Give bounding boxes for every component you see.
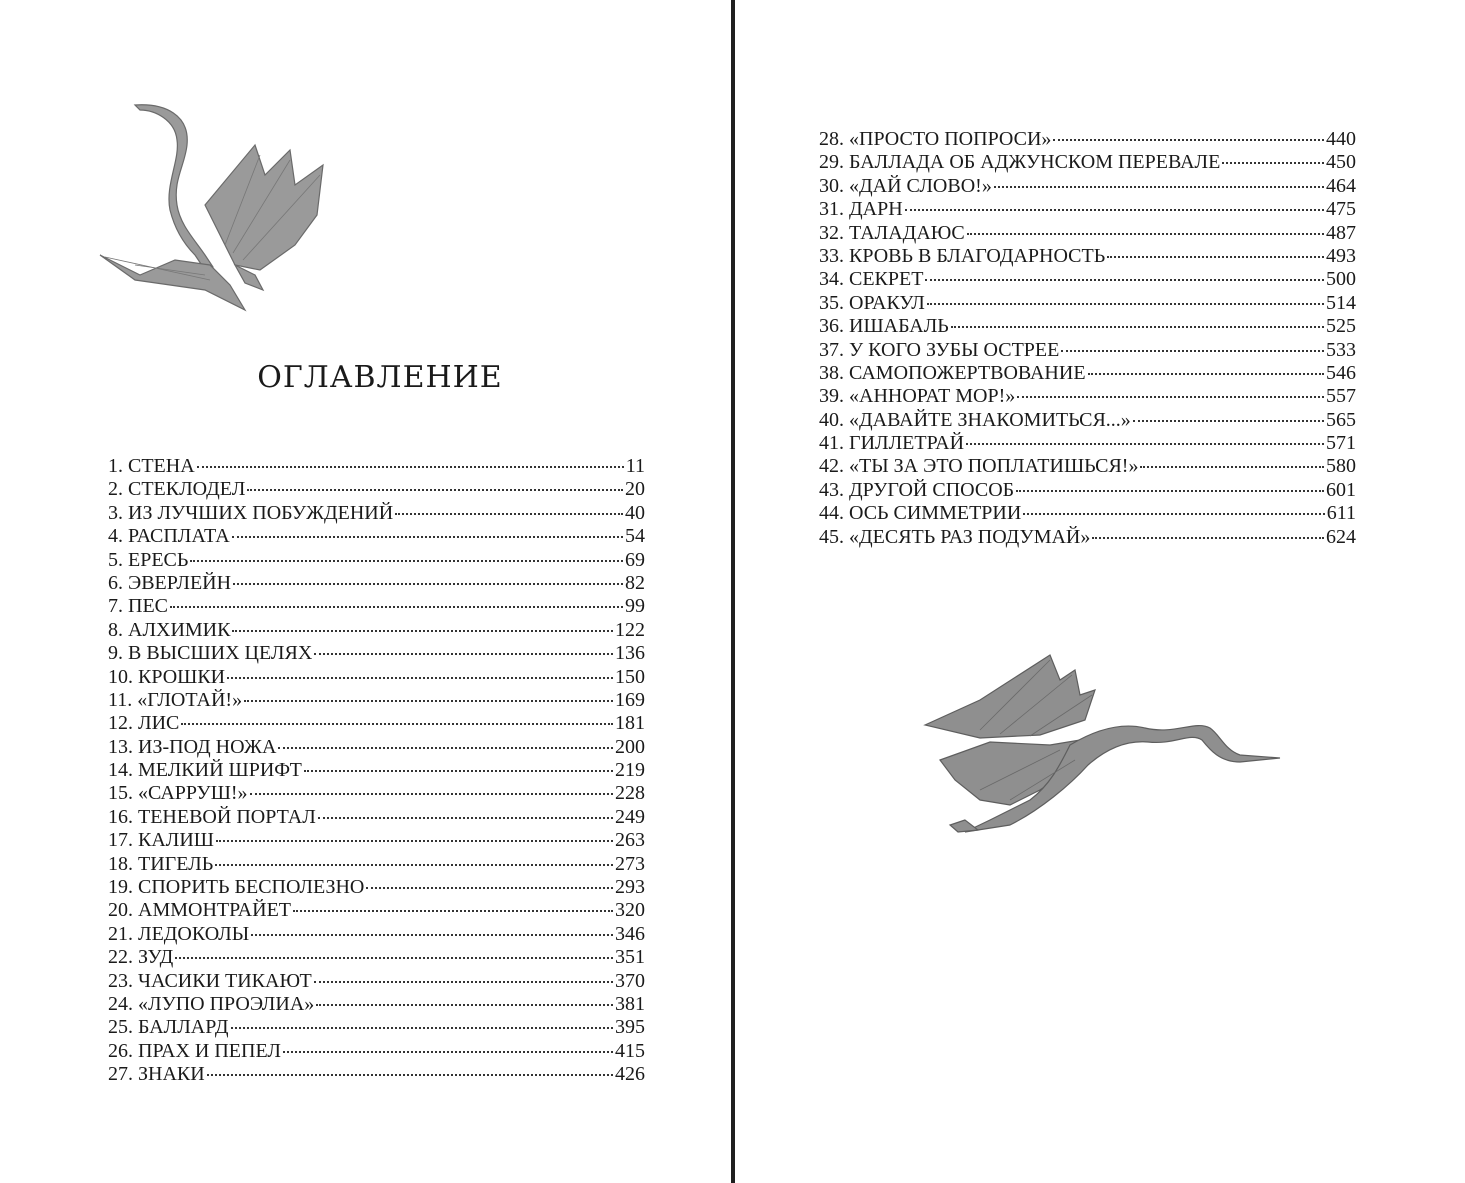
toc-entry-page: 150 xyxy=(615,665,645,688)
toc-entry-page: 320 xyxy=(615,899,645,922)
toc-entry-page: 351 xyxy=(615,946,645,969)
toc-entry-page: 440 xyxy=(1326,128,1356,150)
toc-entry-page: 54 xyxy=(625,525,645,548)
toc-entry-title: 25. БАЛЛАРД xyxy=(108,1016,229,1039)
toc-dot-leader xyxy=(1016,490,1324,492)
toc-dot-leader xyxy=(994,186,1324,188)
toc-entry-title: 4. РАСПЛАТА xyxy=(108,525,230,548)
toc-entry xyxy=(819,502,1356,525)
toc-dot-leader xyxy=(232,536,623,538)
toc-entry xyxy=(108,1063,645,1086)
toc-entry-page: 601 xyxy=(1326,478,1356,501)
toc-entry xyxy=(108,455,645,478)
toc-dot-leader xyxy=(175,957,613,959)
toc-entry-title: 11. «ГЛОТАЙ!» xyxy=(108,688,243,711)
toc-entry xyxy=(108,642,645,665)
toc-entry-page: 249 xyxy=(615,805,645,828)
toc-dot-leader xyxy=(927,303,1324,305)
toc-dot-leader xyxy=(1061,350,1324,352)
toc-dot-leader xyxy=(283,1051,613,1053)
toc-dot-leader xyxy=(1017,396,1324,398)
toc-entry xyxy=(108,572,645,595)
toc-dot-leader xyxy=(1092,537,1324,539)
toc-entry-title: 15. «САРРУШ!» xyxy=(108,782,248,805)
toc-entry xyxy=(108,876,645,899)
toc-dot-leader xyxy=(1133,420,1324,422)
toc-entry-title: 16. ТЕНЕВОЙ ПОРТАЛ xyxy=(108,805,316,828)
toc-entry-title: 6. ЭВЕРЛЕЙН xyxy=(108,571,232,594)
toc-entry xyxy=(819,315,1356,338)
toc-entry xyxy=(108,736,645,759)
toc-entry xyxy=(108,1040,645,1063)
toc-entry-title: 45. «ДЕСЯТЬ РАЗ ПОДУМАЙ» xyxy=(819,525,1091,548)
toc-entry-title: 44. ОСЬ СИММЕТРИИ xyxy=(819,502,1022,525)
toc-entry xyxy=(819,198,1356,221)
toc-entry-page: 493 xyxy=(1326,244,1356,267)
toc-entry-title: 17. КАЛИШ xyxy=(108,829,214,852)
toc-entry-title: 26. ПРАХ И ПЕПЕЛ xyxy=(108,1039,281,1062)
toc-dot-leader xyxy=(227,677,613,679)
toc-entry xyxy=(108,829,645,852)
toc-dot-leader xyxy=(1023,513,1324,515)
toc-entry-page: 557 xyxy=(1326,385,1356,408)
toc-entry-page: 181 xyxy=(615,712,645,735)
toc-entry xyxy=(108,853,645,876)
toc-dot-leader xyxy=(250,793,613,795)
toc-dot-leader xyxy=(293,910,613,912)
toc-entry xyxy=(108,525,645,548)
toc-entry-page: 611 xyxy=(1326,502,1356,525)
toc-entry xyxy=(108,712,645,735)
toc-dot-leader xyxy=(314,981,613,983)
toc-entry-page: 487 xyxy=(1326,221,1356,244)
toc-entry-page: 200 xyxy=(615,735,645,758)
toc-entry-title: 22. ЗУД xyxy=(108,946,174,969)
toc-entry-title: 40. «ДАВАЙТЕ ЗНАКОМИТЬСЯ...» xyxy=(819,408,1131,431)
toc-entry-page: 565 xyxy=(1326,408,1356,431)
toc-entry xyxy=(819,245,1356,268)
toc-dot-leader xyxy=(244,700,613,702)
toc-entry-page: 219 xyxy=(615,759,645,782)
toc-entry xyxy=(819,175,1356,198)
toc-entry-title: 2. СТЕКЛОДЕЛ xyxy=(108,478,246,501)
toc-entry-title: 36. ИШАБАЛЬ xyxy=(819,315,949,338)
toc-entry xyxy=(108,549,645,572)
toc-dot-leader xyxy=(1140,466,1324,468)
dragon-illustration-bottom xyxy=(920,650,1290,840)
toc-dot-leader xyxy=(231,1027,614,1029)
toc-entry xyxy=(108,782,645,805)
toc-dot-leader xyxy=(197,466,624,468)
toc-entry-title: 33. КРОВЬ В БЛАГОДАРНОСТЬ xyxy=(819,244,1106,267)
toc-entry-title: 10. КРОШКИ xyxy=(108,665,226,688)
toc-entry xyxy=(108,946,645,969)
toc-entry xyxy=(108,970,645,993)
toc-entry-title: 27. ЗНАКИ xyxy=(108,1063,205,1086)
toc-entry xyxy=(108,619,645,642)
toc-dot-leader xyxy=(1053,139,1324,141)
toc-entry xyxy=(108,1016,645,1039)
toc-dot-leader xyxy=(207,1074,613,1076)
toc-entry xyxy=(819,151,1356,174)
toc-entry-page: 464 xyxy=(1326,174,1356,197)
toc-dot-leader xyxy=(304,770,613,772)
toc-entry-page: 293 xyxy=(615,876,645,899)
toc-dot-leader xyxy=(1222,162,1324,164)
toc-entry-page: 525 xyxy=(1326,315,1356,338)
toc-entry xyxy=(108,759,645,782)
toc-entry-title: 43. ДРУГОЙ СПОСОБ xyxy=(819,478,1015,501)
toc-entry xyxy=(108,923,645,946)
toc-entry-page: 500 xyxy=(1326,268,1356,291)
toc-dot-leader xyxy=(395,513,623,515)
toc-entry-title: 31. ДАРН xyxy=(819,198,903,221)
toc-entry-page: 546 xyxy=(1326,361,1356,384)
toc-entry-page: 273 xyxy=(615,852,645,875)
toc-entry xyxy=(819,432,1356,455)
toc-entry-title: 37. У КОГО ЗУБЫ ОСТРЕЕ xyxy=(819,338,1060,361)
toc-dot-leader xyxy=(966,443,1324,445)
toc-entry-page: 475 xyxy=(1326,198,1356,221)
toc-entry-title: 39. «АННОРАТ МОР!» xyxy=(819,385,1016,408)
toc-entry-title: 7. ПЕС xyxy=(108,595,168,618)
dragon-illustration-top xyxy=(95,95,335,320)
right-page xyxy=(735,0,1465,1183)
toc-entry-title: 1. СТЕНА xyxy=(108,455,195,477)
toc-dot-leader xyxy=(318,817,613,819)
toc-entry-title: 28. «ПРОСТО ПОПРОСИ» xyxy=(819,128,1052,150)
toc-dot-leader xyxy=(1107,256,1324,258)
toc-entry-title: 9. В ВЫСШИХ ЦЕЛЯХ xyxy=(108,642,313,665)
toc-entry xyxy=(108,502,645,525)
toc-dot-leader xyxy=(905,209,1324,211)
toc-entry xyxy=(819,128,1356,151)
left-page xyxy=(0,0,731,1183)
toc-entry xyxy=(108,806,645,829)
toc-entry xyxy=(819,455,1356,478)
toc-entry-title: 35. ОРАКУЛ xyxy=(819,291,925,314)
toc-entry xyxy=(108,666,645,689)
toc-dot-leader xyxy=(925,279,1324,281)
toc-entry-title: 12. ЛИС xyxy=(108,712,180,735)
toc-entry-title: 14. МЕЛКИЙ ШРИФТ xyxy=(108,759,302,782)
toc-entry-page: 533 xyxy=(1326,338,1356,361)
toc-entry xyxy=(819,362,1356,385)
toc-dot-leader xyxy=(190,560,623,562)
toc-entry-title: 34. СЕКРЕТ xyxy=(819,268,924,291)
toc-entry-title: 8. АЛХИМИК xyxy=(108,618,231,641)
toc-entry-page: 370 xyxy=(615,969,645,992)
toc-dot-leader xyxy=(314,653,613,655)
toc-dot-leader xyxy=(251,934,613,936)
toc-entry-page: 624 xyxy=(1326,525,1356,548)
toc-entry-page: 580 xyxy=(1326,455,1356,478)
toc-entry xyxy=(108,689,645,712)
toc-entry-page: 514 xyxy=(1326,291,1356,314)
toc-entry-title: 13. ИЗ-ПОД НОЖА xyxy=(108,735,277,758)
toc-left-column xyxy=(108,455,645,1087)
toc-entry xyxy=(108,993,645,1016)
toc-entry-title: 21. ЛЕДОКОЛЫ xyxy=(108,922,250,945)
toc-entry-title: 24. «ЛУПО ПРОЭЛИА» xyxy=(108,992,315,1015)
toc-entry-title: 18. ТИГЕЛЬ xyxy=(108,852,214,875)
toc-entry xyxy=(819,479,1356,502)
page-title: ОГЛАВЛЕНИЕ xyxy=(257,360,503,395)
toc-entry-page: 263 xyxy=(615,829,645,852)
toc-entry-title: 23. ЧАСИКИ ТИКАЮТ xyxy=(108,969,312,992)
toc-entry-title: 5. ЕРЕСЬ xyxy=(108,548,189,571)
toc-entry-title: 38. САМОПОЖЕРТВОВАНИЕ xyxy=(819,361,1086,384)
toc-entry-page: 40 xyxy=(625,501,645,524)
toc-entry-title: 19. СПОРИТЬ БЕСПОЛЕЗНО xyxy=(108,876,365,899)
toc-entry-title: 20. АММОНТРАЙЕТ xyxy=(108,899,291,922)
toc-dot-leader xyxy=(278,747,613,749)
toc-entry-page: 99 xyxy=(625,595,645,618)
toc-entry xyxy=(819,268,1356,291)
toc-entry-page: 450 xyxy=(1326,151,1356,174)
toc-entry xyxy=(819,526,1356,549)
toc-entry-page: 346 xyxy=(615,922,645,945)
toc-entry xyxy=(819,385,1356,408)
toc-dot-leader xyxy=(247,489,623,491)
toc-entry-page: 11 xyxy=(625,455,645,477)
toc-entry-page: 415 xyxy=(615,1039,645,1062)
toc-dot-leader xyxy=(232,630,613,632)
toc-entry xyxy=(819,339,1356,362)
toc-entry-page: 136 xyxy=(615,642,645,665)
toc-dot-leader xyxy=(233,583,623,585)
toc-dot-leader xyxy=(951,326,1324,328)
toc-dot-leader xyxy=(967,233,1324,235)
toc-entry xyxy=(819,222,1356,245)
toc-entry xyxy=(819,409,1356,432)
toc-entry-title: 41. ГИЛЛЕТРАЙ xyxy=(819,432,965,455)
toc-entry-page: 426 xyxy=(615,1063,645,1086)
toc-entry-title: 32. ТАЛАДАЮС xyxy=(819,221,965,244)
toc-dot-leader xyxy=(215,864,613,866)
toc-entry xyxy=(108,595,645,618)
toc-dot-leader xyxy=(366,887,613,889)
toc-entry-page: 169 xyxy=(615,688,645,711)
toc-right-column xyxy=(819,128,1356,549)
toc-entry-title: 42. «ТЫ ЗА ЭТО ПОПЛАТИШЬСЯ!» xyxy=(819,455,1139,478)
toc-dot-leader xyxy=(1088,373,1324,375)
toc-entry-page: 69 xyxy=(625,548,645,571)
toc-entry-page: 122 xyxy=(615,618,645,641)
toc-entry xyxy=(108,478,645,501)
toc-entry-page: 381 xyxy=(615,992,645,1015)
toc-dot-leader xyxy=(170,606,623,608)
toc-entry-page: 571 xyxy=(1326,432,1356,455)
toc-entry-title: 29. БАЛЛАДА ОБ АДЖУНСКОМ ПЕРЕВАЛЕ xyxy=(819,151,1221,174)
toc-dot-leader xyxy=(316,1004,613,1006)
toc-entry-title: 3. ИЗ ЛУЧШИХ ПОБУЖДЕНИЙ xyxy=(108,501,394,524)
toc-entry-page: 82 xyxy=(625,571,645,594)
toc-entry-title: 30. «ДАЙ СЛОВО!» xyxy=(819,174,992,197)
toc-dot-leader xyxy=(181,723,613,725)
toc-dot-leader xyxy=(216,840,613,842)
toc-entry xyxy=(819,292,1356,315)
toc-entry-page: 20 xyxy=(625,478,645,501)
toc-entry xyxy=(108,899,645,922)
toc-entry-page: 228 xyxy=(615,782,645,805)
toc-entry-page: 395 xyxy=(615,1016,645,1039)
